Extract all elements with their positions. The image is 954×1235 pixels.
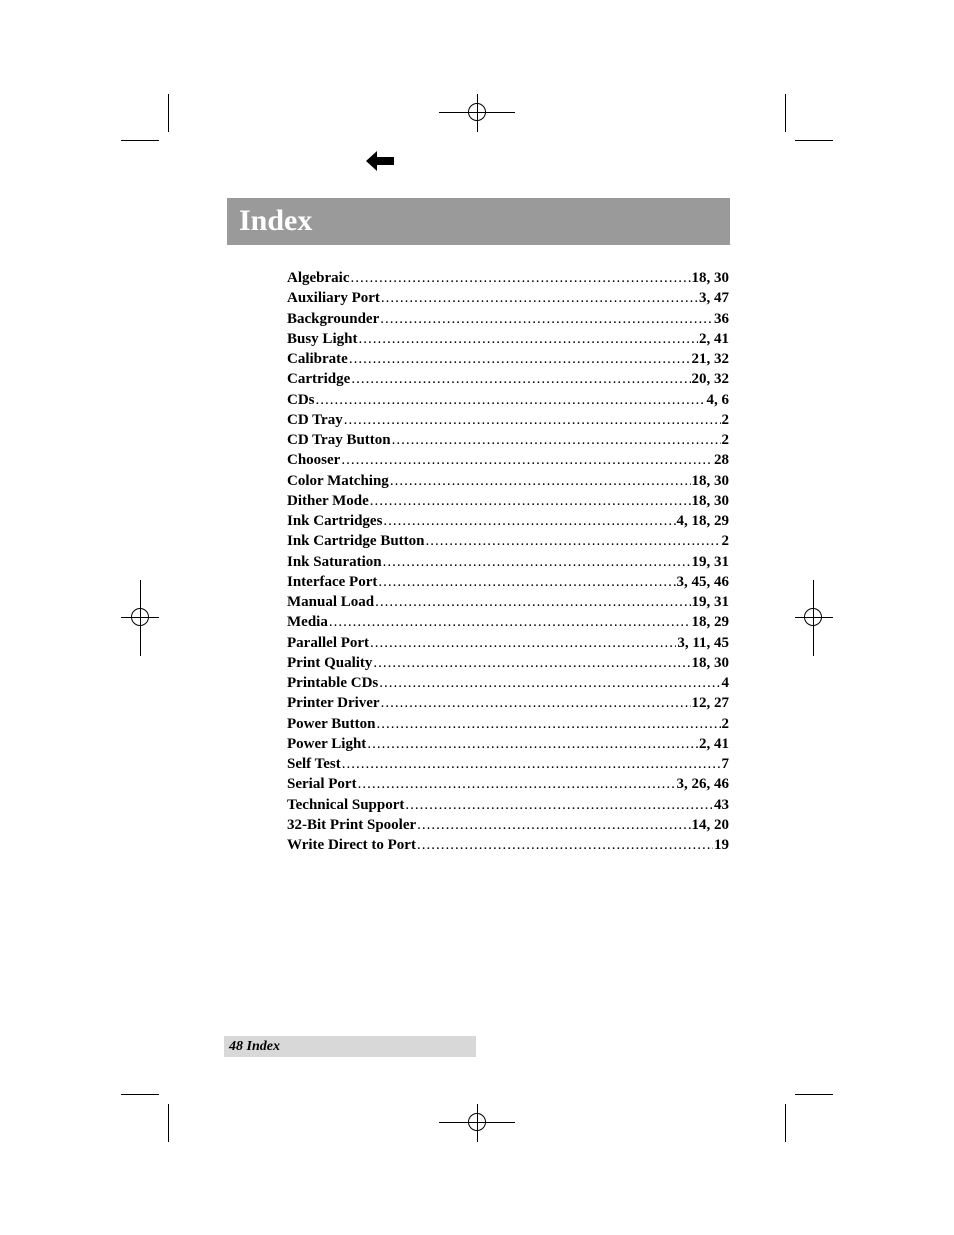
index-pages: 4, 6 bbox=[706, 391, 729, 408]
crop-mark bbox=[121, 140, 159, 141]
crop-mark bbox=[168, 1104, 169, 1142]
index-pages: 18, 30 bbox=[691, 472, 729, 489]
dot-leader bbox=[426, 533, 721, 550]
index-term: Power Button bbox=[287, 715, 376, 732]
index-entry bbox=[287, 493, 729, 513]
dot-leader bbox=[344, 412, 721, 429]
index-pages: 2, 41 bbox=[699, 735, 729, 752]
index-pages: 18, 30 bbox=[691, 270, 729, 286]
page-footer bbox=[224, 1036, 476, 1057]
dot-leader bbox=[358, 331, 698, 348]
index-pages: 28 bbox=[714, 452, 729, 469]
index-entry bbox=[287, 554, 729, 574]
index-entry bbox=[287, 837, 729, 857]
index-term: Parallel Port bbox=[287, 634, 370, 651]
index-entry bbox=[287, 412, 729, 432]
index-entry bbox=[287, 716, 729, 736]
dot-leader bbox=[376, 716, 720, 733]
index-pages: 19, 31 bbox=[691, 553, 729, 570]
index-pages: 18, 29 bbox=[691, 614, 729, 631]
dot-leader bbox=[383, 554, 691, 571]
index-term: Dither Mode bbox=[287, 492, 369, 509]
dot-leader bbox=[341, 452, 713, 469]
index-pages: 14, 20 bbox=[691, 816, 729, 833]
index-pages: 3, 26, 46 bbox=[676, 776, 729, 793]
dot-leader bbox=[417, 837, 713, 854]
index-term: Interface Port bbox=[287, 573, 378, 590]
index-entry bbox=[287, 432, 729, 452]
index-entry bbox=[287, 331, 729, 351]
crop-mark bbox=[168, 94, 169, 132]
dot-leader bbox=[375, 594, 690, 611]
index-term: Printable CDs bbox=[287, 675, 379, 691]
dot-leader bbox=[380, 311, 713, 328]
index-pages: 4, 18, 29 bbox=[676, 513, 729, 529]
index-pages: 43 bbox=[714, 796, 729, 813]
index-term: Color Matching bbox=[287, 472, 389, 489]
dot-leader bbox=[370, 493, 691, 510]
crop-mark bbox=[795, 140, 833, 141]
index-term: Ink Cartridge Button bbox=[287, 533, 425, 550]
dot-leader bbox=[329, 614, 691, 631]
index-term: Ink Cartridges bbox=[287, 513, 383, 529]
index-pages: 2, 41 bbox=[699, 330, 729, 347]
index-pages: 20, 32 bbox=[691, 371, 729, 388]
index-term: Self Test bbox=[287, 756, 341, 772]
index-entry bbox=[287, 635, 729, 655]
dot-leader bbox=[390, 473, 691, 490]
index-pages: 18, 30 bbox=[691, 654, 729, 671]
index-term: Media bbox=[287, 614, 328, 631]
index-term: Chooser bbox=[287, 452, 341, 469]
index-entry bbox=[287, 452, 729, 472]
index-entry bbox=[287, 695, 729, 715]
index-term: Auxiliary Port bbox=[287, 290, 380, 307]
dot-leader bbox=[379, 675, 720, 692]
dot-leader bbox=[351, 371, 690, 388]
index-pages: 2 bbox=[721, 411, 729, 428]
index-term: Calibrate bbox=[287, 351, 348, 367]
dot-leader bbox=[349, 351, 691, 368]
index-entry bbox=[287, 594, 729, 614]
index-entry bbox=[287, 311, 729, 331]
index-pages: 12, 27 bbox=[691, 695, 729, 712]
index-term: Ink Saturation bbox=[287, 553, 382, 570]
dot-leader bbox=[381, 695, 691, 712]
index-term: Power Light bbox=[287, 735, 367, 752]
index-pages: 18, 30 bbox=[691, 492, 729, 509]
dot-leader bbox=[373, 655, 690, 672]
index-pages: 19, 31 bbox=[691, 594, 729, 610]
index-pages: 3, 47 bbox=[699, 290, 729, 307]
index-entry bbox=[287, 270, 729, 290]
index-term: Cartridge bbox=[287, 371, 351, 388]
crop-mark bbox=[121, 1094, 159, 1095]
dot-leader bbox=[383, 513, 675, 530]
dot-leader bbox=[316, 392, 706, 409]
index-pages: 2 bbox=[721, 432, 729, 448]
index-term: Printer Driver bbox=[287, 695, 380, 712]
index-entry bbox=[287, 371, 729, 391]
index-pages: 21, 32 bbox=[691, 351, 729, 367]
dot-leader bbox=[378, 574, 675, 591]
index-pages: 3, 11, 45 bbox=[677, 634, 729, 651]
index-pages: 2 bbox=[721, 715, 729, 732]
dot-leader bbox=[392, 432, 721, 449]
index-term: Write Direct to Port bbox=[287, 837, 416, 853]
crop-mark bbox=[785, 1104, 786, 1142]
index-entry bbox=[287, 513, 729, 533]
dot-leader bbox=[342, 756, 721, 773]
index-entry bbox=[287, 574, 729, 594]
dot-leader bbox=[370, 635, 676, 652]
index-pages: 7 bbox=[721, 756, 729, 772]
index-term: CD Tray Button bbox=[287, 432, 391, 448]
page-number-label: 48 Index bbox=[229, 1039, 280, 1054]
index-entry bbox=[287, 533, 729, 553]
index-pages: 2 bbox=[721, 533, 729, 550]
index-pages: 3, 45, 46 bbox=[676, 573, 729, 590]
index-entry bbox=[287, 473, 729, 493]
dot-leader bbox=[358, 776, 676, 793]
index-term: CD Tray bbox=[287, 411, 343, 428]
page-title: Index bbox=[239, 204, 313, 237]
index-term: Technical Support bbox=[287, 796, 405, 813]
index-term: 32-Bit Print Spooler bbox=[287, 816, 417, 833]
crop-mark bbox=[785, 94, 786, 132]
crop-mark bbox=[795, 1094, 833, 1095]
index-term: Print Quality bbox=[287, 654, 373, 671]
index-entry bbox=[287, 797, 729, 817]
index-term: Serial Port bbox=[287, 776, 357, 793]
index-term: Manual Load bbox=[287, 594, 375, 610]
index-entry bbox=[287, 290, 729, 310]
index-entry bbox=[287, 756, 729, 776]
index-pages: 36 bbox=[714, 310, 729, 327]
index-entry bbox=[287, 614, 729, 634]
index-list bbox=[287, 270, 729, 857]
index-entry bbox=[287, 351, 729, 371]
index-term: Busy Light bbox=[287, 330, 358, 347]
index-entry bbox=[287, 392, 729, 412]
index-entry bbox=[287, 655, 729, 675]
index-term: CDs bbox=[287, 391, 315, 408]
left-arrow-icon[interactable] bbox=[364, 149, 396, 173]
index-entry bbox=[287, 776, 729, 796]
title-banner bbox=[227, 198, 730, 245]
index-pages: 19 bbox=[714, 837, 729, 853]
index-entry bbox=[287, 736, 729, 756]
dot-leader bbox=[417, 817, 690, 834]
dot-leader bbox=[405, 797, 713, 814]
index-entry bbox=[287, 817, 729, 837]
index-term: Algebraic bbox=[287, 270, 350, 286]
dot-leader bbox=[350, 270, 690, 287]
index-pages: 4 bbox=[721, 675, 729, 691]
dot-leader bbox=[381, 290, 698, 307]
index-entry bbox=[287, 675, 729, 695]
index-term: Backgrounder bbox=[287, 310, 380, 327]
dot-leader bbox=[367, 736, 698, 753]
